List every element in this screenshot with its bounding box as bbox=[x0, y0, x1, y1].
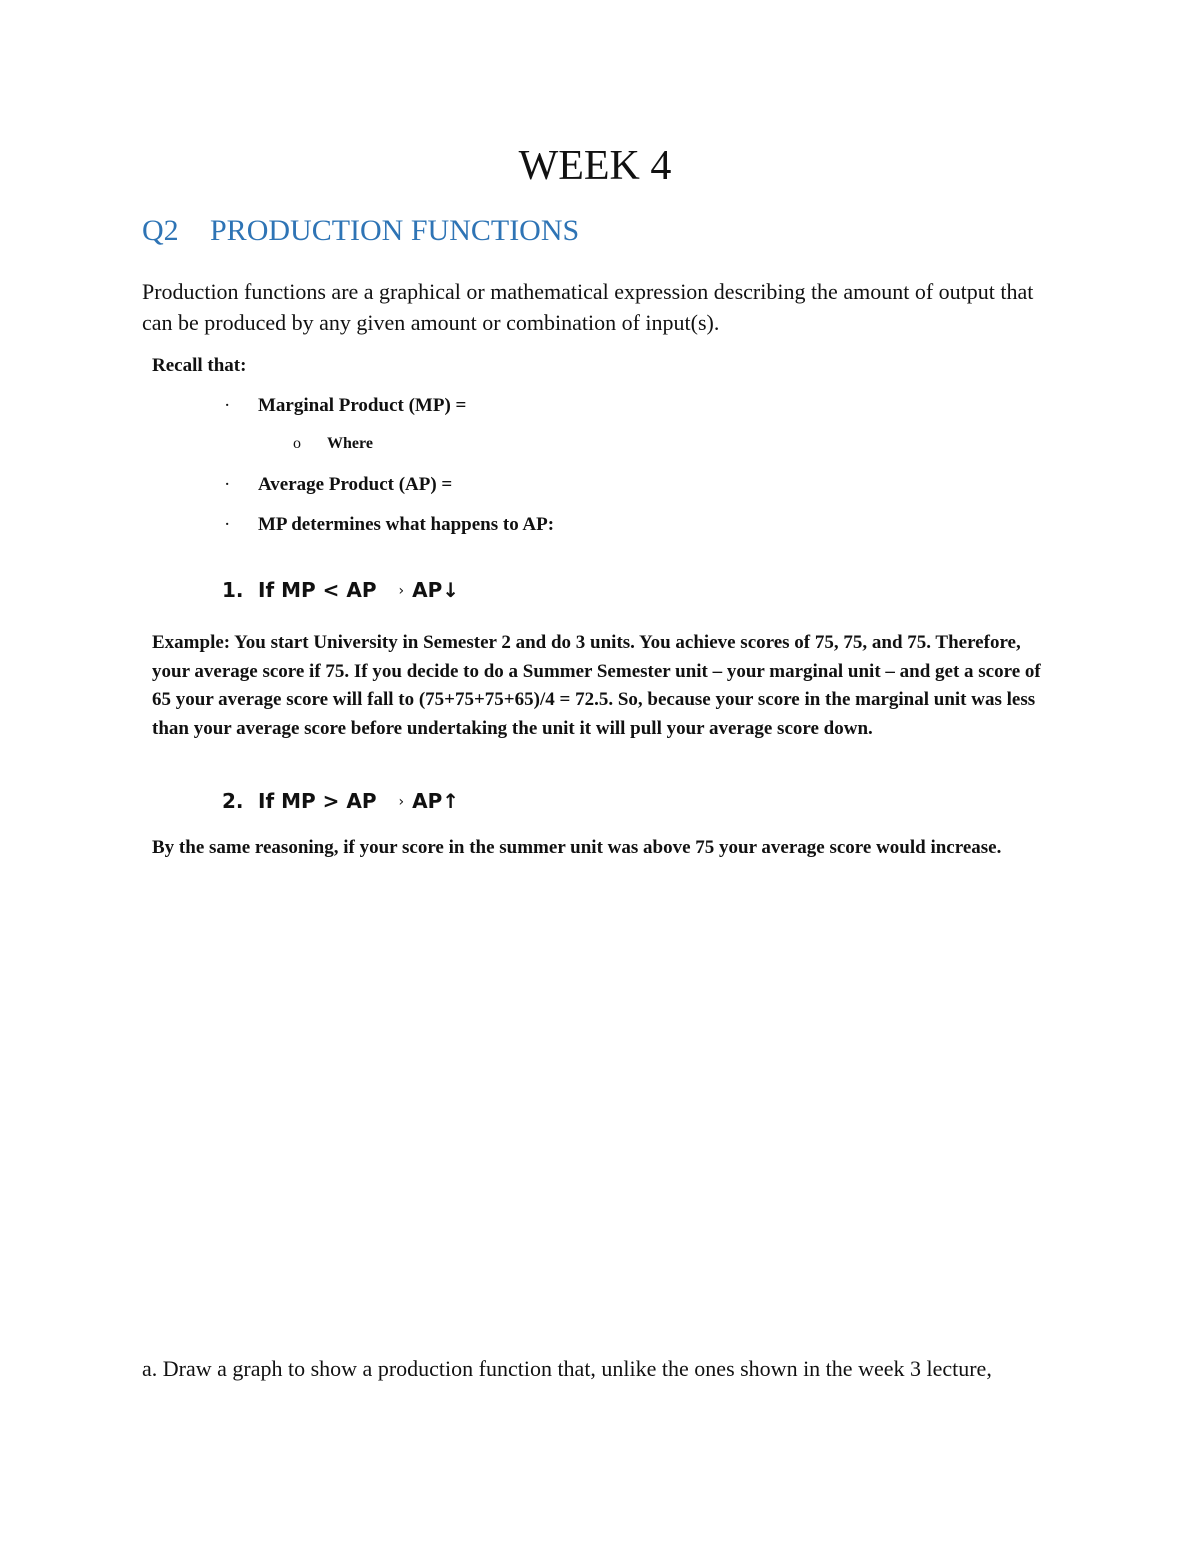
bullet-dot-icon: · bbox=[224, 514, 231, 535]
marginal-product-text: Marginal Product (MP) = bbox=[258, 395, 467, 416]
heading-text: PRODUCTION FUNCTIONS bbox=[210, 214, 580, 247]
example-paragraph: Example: You start University in Semester 2 and do 3 units. You achieve scores of 75, 75, and 75. Therefore, your average score if 75. If you decide to do a Summer Semester unit – your marginal unit – and get a score of 65 your average score will fall to (75+75+75+65)/4 = 72.5. So, because your score in the marginal unit was less than your average score before undertaking the unit it will pull your average score down. bbox=[152, 632, 1041, 739]
rule-1-result: AP↓ bbox=[412, 578, 460, 602]
page-title: WEEK 4 bbox=[518, 143, 672, 189]
rule-2-number: 2. bbox=[222, 789, 244, 813]
rule-2-condition: If MP > AP bbox=[258, 789, 377, 813]
bullet-mp-determines bbox=[224, 514, 555, 536]
bullet-average-product bbox=[224, 474, 453, 496]
rule-1-condition: If MP < AP bbox=[258, 578, 377, 602]
arrow-right-icon: › bbox=[398, 583, 405, 599]
section-heading bbox=[142, 214, 579, 248]
task-a-text: a. Draw a graph to show a production function that, unlike the ones shown in the week 3 lecture, bbox=[142, 1356, 992, 1381]
average-product-text: Average Product (AP) = bbox=[258, 474, 453, 495]
rule-2-result: AP↑ bbox=[412, 789, 460, 813]
bullet-dot-icon: · bbox=[224, 474, 231, 495]
bullet-marginal-product bbox=[224, 395, 467, 417]
rule-2 bbox=[222, 789, 459, 813]
sub-bullet-circle-icon: o bbox=[293, 435, 301, 452]
sub-bullet-where bbox=[293, 435, 373, 453]
question-number: Q2 bbox=[142, 214, 179, 247]
bullet-dot-icon: · bbox=[224, 395, 231, 416]
rule-1 bbox=[222, 578, 459, 602]
rule-1-number: 1. bbox=[222, 578, 244, 602]
mp-determines-text: MP determines what happens to AP: bbox=[258, 514, 555, 535]
recall-label: Recall that: bbox=[152, 355, 247, 376]
arrow-right-icon: › bbox=[398, 794, 405, 810]
reasoning-paragraph: By the same reasoning, if your score in the summer unit was above 75 your average score would increase. bbox=[152, 837, 1002, 858]
where-text: Where bbox=[327, 435, 373, 452]
intro-paragraph: Production functions are a graphical or mathematical expression describing the amount of output that can be produced by any given amount or combination of input(s). bbox=[142, 279, 1034, 335]
